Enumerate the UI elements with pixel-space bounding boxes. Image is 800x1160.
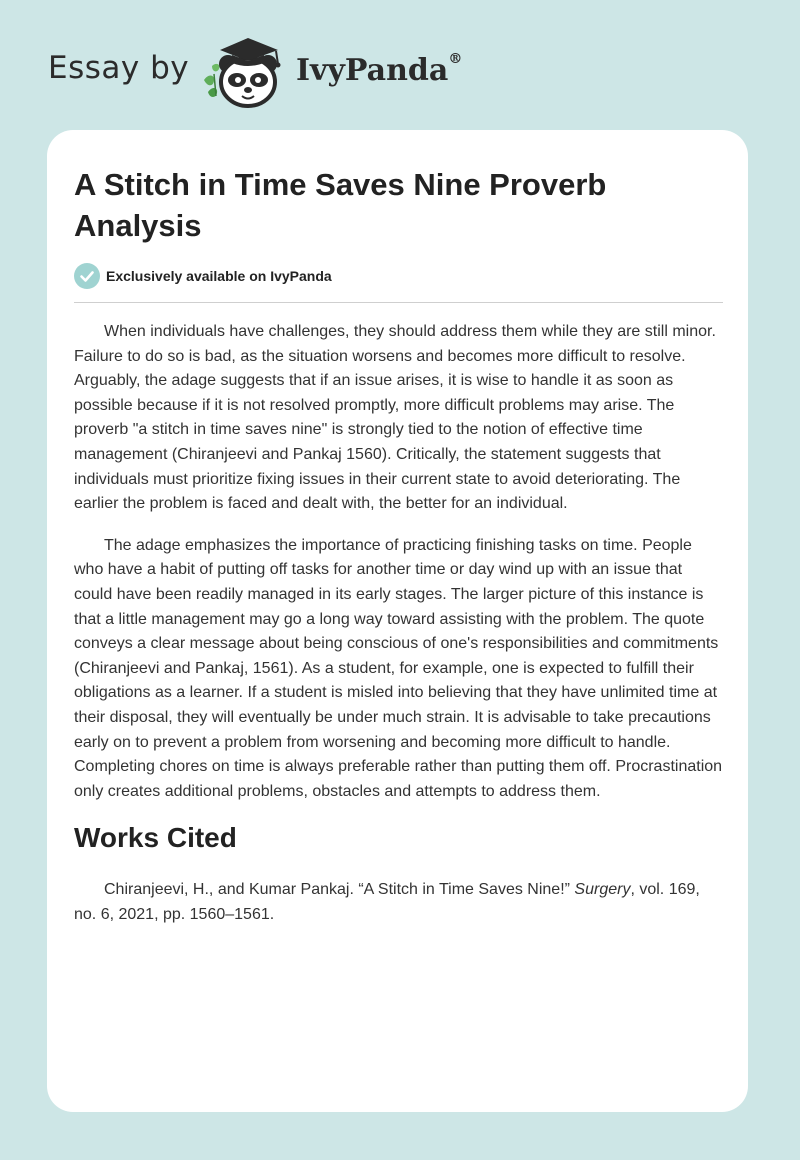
paragraph-2: The adage emphasizes the importance of practicing finishing tasks on time. People who have a habit of putting off tasks for another time or day wind up with an issue that could have been readily managed in its early stages. The larger picture of this instance is that a little management may go a long way toward assisting with the problem. The quote conveys a clear message about being conscious of one's responsibilities and commitments (Chiranjeevi and Pankaj, 1561). As a student, for example, one is expected to fulfill their obligations as a learner. If a student is misled into believing that they have unlimited time at their disposal, they will eventually be under much strain. It is advisable to take precautions early on to prevent a problem from worsening and becoming more difficult to handle. Completing chores on time is always preferable rather than putting them off. Procrastination only creates additional problems, obstacles and attempts to address them.	[74, 536, 723, 800]
essay-title: A Stitch in Time Saves Nine Proverb Analysis	[74, 167, 607, 243]
title-divider	[74, 302, 723, 303]
exclusive-badge-label: Exclusively available on IvyPanda	[106, 268, 332, 284]
citation-details: , vol. 169, no. 6, 2021, pp. 1560–1561.	[74, 881, 700, 923]
paragraph-1: When individuals have challenges, they should address them while they are still minor. Failure to do so is bad, as the situation worsens and becomes more difficult to resolve. Arguably, the adage suggests that if an issue arises, it is wise to handle it as soon as possible because if it is not resolved promptly, more difficult problems may arise. The proverb "a stitch in time saves nine" is strongly tied to the notion of effective time management (Chiranjeevi and Pankaj 1560). Critically, the statement suggests that individuals must prioritize fixing issues in their current state to avoid deteriorating. The earlier the problem is faced and dealt with, the better for an individual.	[74, 323, 716, 513]
brand-name[interactable]: IvyPanda®	[296, 51, 463, 88]
citation-entry	[74, 878, 724, 927]
brand-prefix: Essay by	[48, 50, 190, 86]
site-header	[0, 0, 800, 130]
citation-journal: Surgery	[574, 881, 631, 899]
essay-body	[74, 320, 724, 927]
registered-mark: ®	[448, 51, 463, 67]
check-circle-icon	[74, 263, 100, 289]
essay-card	[47, 130, 748, 1112]
works-cited-heading: Works Cited	[74, 822, 237, 854]
exclusive-badge	[74, 263, 332, 289]
citation-authors-title: Chiranjeevi, H., and Kumar Pankaj. “A Stitch in Time Saves Nine!”	[104, 881, 575, 899]
panda-logo-icon[interactable]	[198, 34, 290, 110]
